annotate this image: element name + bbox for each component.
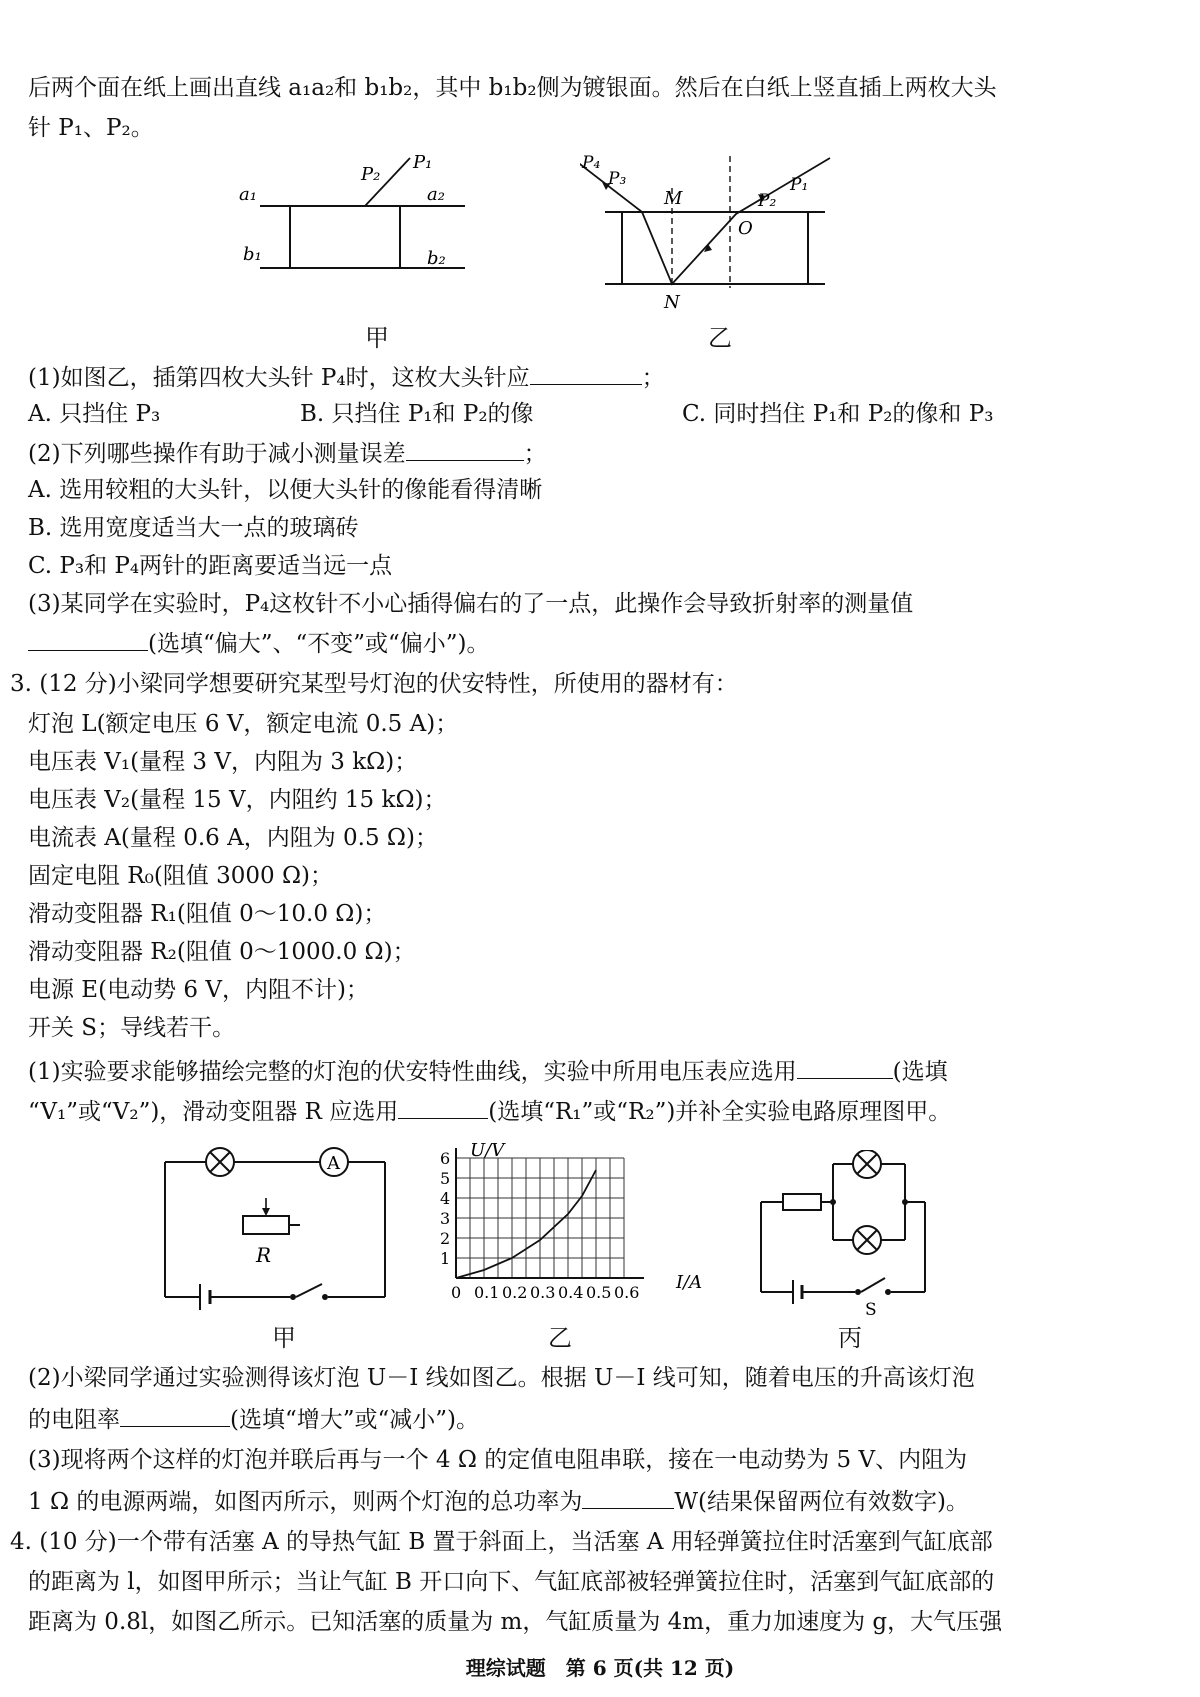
ui-curve-chart <box>430 1140 720 1320</box>
label-b1: b₁ <box>243 244 262 265</box>
problem-heading: 3. (12 分)小梁同学想要研究某型号灯泡的伏安特性，所使用的器材有： <box>10 671 738 697</box>
question-3-1-cont <box>28 1094 951 1128</box>
option-b: B. 只挡住 P₁和 P₂的像 <box>300 401 534 427</box>
equipment-item: 灯泡 L(额定电压 6 V，额定电流 0.5 A)； <box>28 711 459 737</box>
rheostat-icon <box>243 1216 289 1234</box>
chart-grid <box>456 1158 624 1278</box>
option-c: C. 同时挡住 P₁和 P₂的像和 P₃ <box>682 401 994 427</box>
rheostat-label: R <box>256 1243 272 1267</box>
equipment-item: 固定电阻 R₀(阻值 3000 Ω)； <box>28 863 334 889</box>
equipment-item: 滑动变阻器 R₂(阻值 0～1000.0 Ω)； <box>28 939 416 965</box>
answer-blank[interactable] <box>398 1094 488 1119</box>
punct: ； <box>641 365 665 391</box>
text-line: 针 P₁、P₂。 <box>28 115 154 141</box>
y-tick-label: 2 <box>440 1229 451 1248</box>
answer-blank[interactable] <box>530 360 642 385</box>
label-m: M <box>664 188 683 209</box>
question-3-2 <box>28 1402 479 1436</box>
y-tick-label: 5 <box>440 1169 451 1188</box>
figure-glass-block-jia <box>235 148 485 298</box>
label-p4: P₄ <box>582 153 601 173</box>
label-a1: a₁ <box>239 184 257 205</box>
label-p1: P₁ <box>413 152 433 173</box>
text-line: C. P₃和 P₄两针的距离要适当远一点 <box>28 553 393 579</box>
equipment-item: 电流表 A(量程 0.6 A，内阻为 0.5 Ω)； <box>28 825 438 851</box>
x-tick-label: 0.6 <box>614 1283 640 1302</box>
switch-icon <box>861 1278 885 1292</box>
label-p1: P₁ <box>790 175 809 195</box>
question-text: (选填“增大”或“减小”)。 <box>230 1407 479 1433</box>
x-tick-label: 0 <box>451 1283 462 1302</box>
answer-blank[interactable] <box>120 1402 230 1427</box>
caption-circuit-bing: 丙 <box>838 1324 862 1352</box>
punct: ； <box>523 441 547 467</box>
caption-jia: 甲 <box>365 324 389 352</box>
question-text: 1 Ω 的电源两端，如图丙所示，则两个灯泡的总功率为 <box>28 1489 583 1515</box>
equipment-item: 滑动变阻器 R₁(阻值 0～10.0 Ω)； <box>28 901 387 927</box>
x-tick-label: 0.4 <box>558 1283 584 1302</box>
x-tick-label: 0.1 <box>474 1283 500 1302</box>
question-text: 的电阻率 <box>28 1407 120 1433</box>
circuit-diagram-bing <box>755 1150 945 1315</box>
text-line: A. 选用较粗的大头针，以便大头针的像能看得清晰 <box>28 477 543 503</box>
switch-label: S <box>865 1300 877 1315</box>
switch-icon <box>296 1284 322 1297</box>
answer-blank[interactable] <box>797 1054 893 1079</box>
ammeter-label: A <box>327 1153 340 1174</box>
equipment-item: 电压表 V₁(量程 3 V，内阻为 3 kΩ)； <box>28 749 418 775</box>
question-text: “V₁”或“V₂”)，滑动变阻器 R 应选用 <box>28 1099 399 1125</box>
y-tick-label: 3 <box>440 1209 451 1228</box>
equipment-item: 电压表 V₂(量程 15 V，内阻约 15 kΩ)； <box>28 787 447 813</box>
text-line: (3)某同学在实验时，P₄这枚针不小心插得偏右的了一点，此操作会导致折射率的测量值 <box>28 591 914 617</box>
label-p3: P₃ <box>608 169 627 189</box>
caption-circuit-jia: 甲 <box>272 1324 296 1352</box>
question-2 <box>28 436 547 470</box>
option-a: A. 只挡住 P₃ <box>28 401 161 427</box>
x-tick-label: 0.3 <box>530 1283 556 1302</box>
y-tick-label: 6 <box>440 1149 451 1168</box>
question-text: (选填“偏大”、“不变”或“偏小”)。 <box>148 631 490 657</box>
text-line: 的距离为 l，如图甲所示；当让气缸 B 开口向下、气缸底部被轻弹簧拉住时，活塞到气缸底部的 <box>28 1569 995 1595</box>
label-p2: P₂ <box>361 164 381 185</box>
text-line: 距离为 0.8l，如图乙所示。已知活塞的质量为 m，气缸质量为 4m，重力加速度为 g，大气压强 <box>28 1609 1003 1635</box>
x-tick-label: 0.2 <box>502 1283 528 1302</box>
text-line: 后两个面在纸上画出直线 a₁a₂和 b₁b₂，其中 b₁b₂侧为镀银面。然后在白纸上竖直插上两枚大头 <box>28 75 997 101</box>
x-axis-label: I/A <box>676 1272 703 1293</box>
question-text: (1)如图乙，插第四枚大头针 P₄时，这枚大头针应 <box>28 365 530 391</box>
y-axis-label: U/V <box>470 1140 505 1161</box>
equipment-item: 电源 E(电动势 6 V，内阻不计)； <box>28 977 369 1003</box>
label-a2: a₂ <box>427 184 445 205</box>
label-p2: P₂ <box>758 191 777 211</box>
question-1 <box>28 360 665 394</box>
y-tick-label: 1 <box>440 1249 451 1268</box>
caption-yi: 乙 <box>708 324 732 352</box>
figure-glass-block-yi <box>580 148 850 313</box>
question-text: (选填“R₁”或“R₂”)并补全实验电路原理图甲。 <box>488 1099 952 1125</box>
question-text: (1)实验要求能够描绘完整的灯泡的伏安特性曲线，实验中所用电压表应选用 <box>28 1059 797 1085</box>
label-n: N <box>664 292 680 313</box>
question-text: (2)下列哪些操作有助于减小测量误差 <box>28 441 406 467</box>
question-3-blank-line <box>28 626 490 660</box>
text-line: (3)现将两个这样的灯泡并联后再与一个 4 Ω 的定值电阻串联，接在一电动势为 5 V、内阻为 <box>28 1447 968 1473</box>
text-line: (2)小梁同学通过实验测得该灯泡 U－I 线如图乙。根据 U－I 线可知，随着电压的升高该灯泡 <box>28 1365 975 1391</box>
y-tick-label: 4 <box>440 1189 451 1208</box>
label-o: O <box>738 218 753 239</box>
question-text: W(结果保留两位有效数字)。 <box>674 1489 969 1515</box>
question-3-3 <box>28 1484 969 1518</box>
resistor-icon <box>783 1194 821 1210</box>
answer-blank[interactable] <box>582 1484 674 1509</box>
equipment-item: 开关 S；导线若干。 <box>28 1015 236 1041</box>
answer-blank[interactable] <box>28 626 148 651</box>
question-3-1 <box>28 1054 948 1088</box>
question-text: (选填 <box>892 1059 948 1085</box>
answer-blank[interactable] <box>406 436 524 461</box>
label-b2: b₂ <box>427 248 446 269</box>
problem-heading: 4. (10 分)一个带有活塞 A 的导热气缸 B 置于斜面上，当活塞 A 用轻弹簧拉住时活塞到气缸底部 <box>10 1529 993 1555</box>
circuit-diagram-jia <box>150 1142 400 1312</box>
x-tick-label: 0.5 <box>586 1283 612 1302</box>
caption-chart-yi: 乙 <box>548 1324 572 1352</box>
text-line: B. 选用宽度适当大一点的玻璃砖 <box>28 515 359 541</box>
page-footer: 理综试题 第 6 页(共 12 页) <box>465 1656 735 1680</box>
